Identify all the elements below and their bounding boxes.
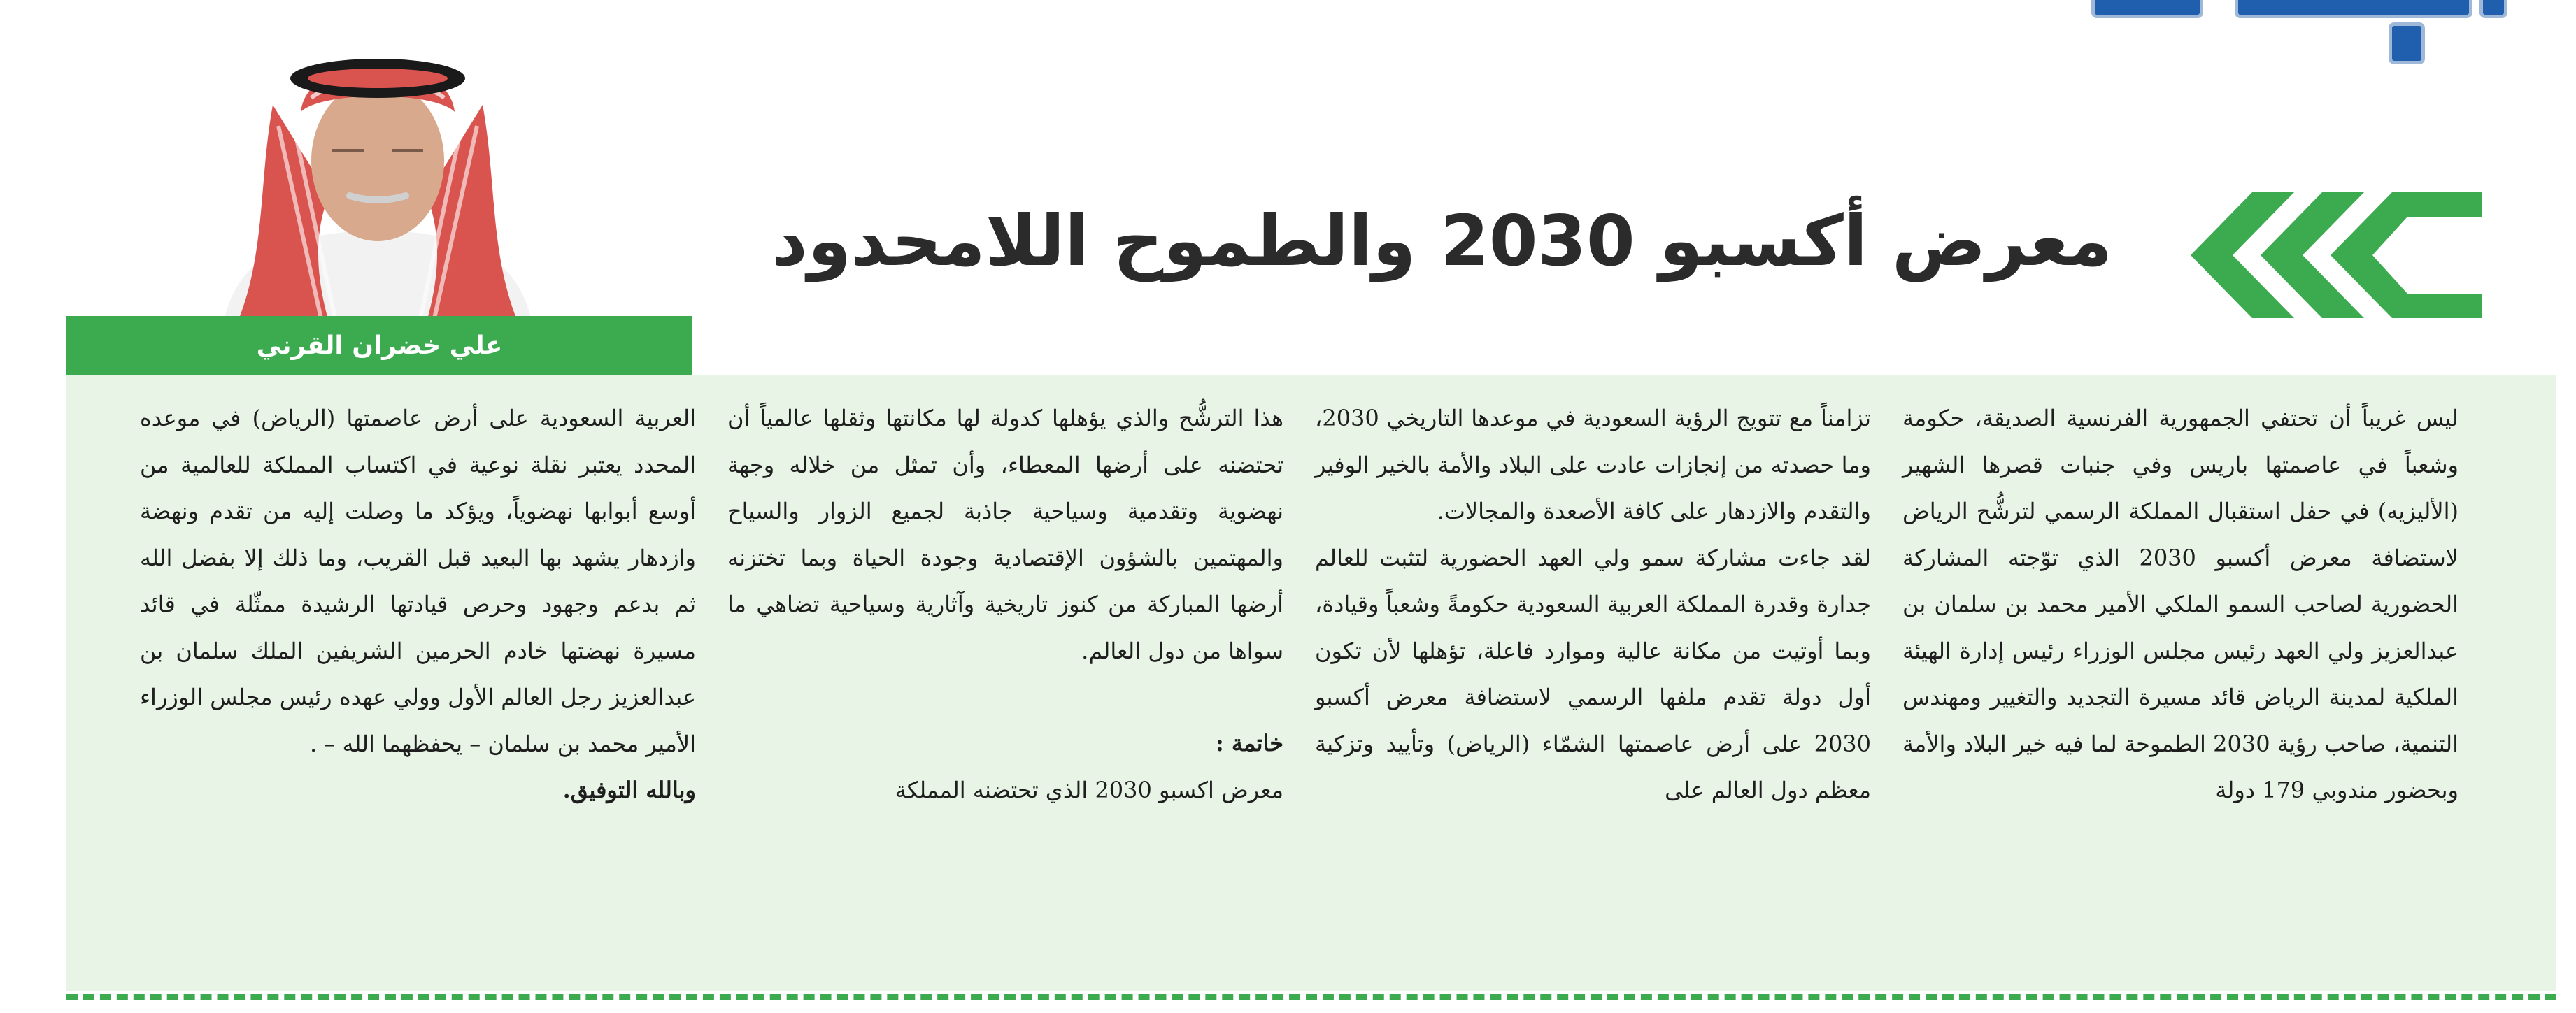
paragraph: تزامناً مع تتويج الرؤية السعودية في موعدها التاريخي 2030، وما حصدته من إنجازات عادت على البلاد والأمة بالخير الوفير والتقدم والازدهار على كافة الأصعدة والمجالات. [1315,405,1872,524]
paragraph: العربية السعودية على أرض عاصمتها (الرياض) في موعده المحدد يعتبر نقلة نوعية في اكتساب المملكة للعالمية من أوسع أبوابها نهضوياً، ويؤكد ما وصلت إليه من تقدم ونهضة وازدهار يشهد بها البعيد قبل القريب، وما ذلك إلا بفضل الله ثم بدعم وجهود وحرص قيادتها الرشيدة ممثّلة في قائد مسيرة نهضتها خادم الحرمين الشريفين الملك سلمان بن عبدالعزيز رجل العالم الأول وولي عهده رئيس مجلس الوزراء الأمير محمد بن سلمان – يحفظهما الله – . [140,405,696,757]
corner-tab [2479,0,2507,18]
paragraph-spacer [727,674,1283,720]
author-name: علي خضران القرني [256,331,503,360]
article-column-4 [140,395,696,814]
article-column-3 [727,395,1283,813]
paragraph: لقد جاءت مشاركة سمو ولي العهد الحضورية لتثبت للعالم جدارة وقدرة المملكة العربية السعودية حكومةً وشعباً وقيادة، وبما أوتيت من مكانة عالية وموارد فاعلة، تؤهلها لأن تكون أول دولة تقدم ملفها الرسمي لاستضافة معرض أكسبو 2030 على أرض عاصمتها الشمّاء (الرياض) وتأييد وتزكية معظم دول العالم على [1315,544,1872,803]
corner-tab [2091,0,2203,18]
closing-line: وبالله التوفيق. [562,777,696,803]
corner-tab [2235,0,2472,18]
dashed-divider [66,994,2556,1000]
paragraph: معرض اكسبو 2030 الذي تحتضنه المملكة [895,776,1283,803]
author-portrait [196,21,560,322]
article-headline: معرض أكسبو 2030 والطموح اللامحدود [771,200,2112,282]
paragraph: ليس غريباً أن تحتفي الجمهورية الفرنسية الصديقة، حكومة وشعباً في عاصمتها باريس وفي جنبات قصرها الشهير (الأليزيه) في حفل استقبال المملكة الرسمي لترشُّح الرياض لاستضافة معرض أكسبو 2030 الذي توّجته المشاركة الحضورية لصاحب السمو الملكي الأمير محمد بن سلمان بن عبدالعزيز ولي العهد رئيس مجلس الوزراء رئيس إدارة الهيئة الملكية لمدينة الرياض قائد مسيرة التجديد والتغيير ومهندس التنمية، صاحب رؤية 2030 الطموحة لما فيه خير البلاد والأمة وبحضور مندوبي 179 دولة [1902,405,2459,803]
triple-chevron-left-icon [2189,189,2483,322]
corner-square [2389,22,2425,64]
paragraph: هذا الترشُّح والذي يؤهلها كدولة لها مكانتها وثقلها عالمياً أن تحتضنه على أرضها المعطاء، وأن تمثل من خلاله وجهة نهضوية وتقدمية وسياحية جاذبة لجميع الزوار والسياح والمهتمين بالشؤون الإقتصادية وجودة الحياة وبما تختزنه أرضها المباركة من كنوز تاريخية وآثارية وسياحية تضاهي ما سواها من دول العالم. [727,405,1283,664]
section-heading: خاتمة : [1215,730,1283,756]
article-column-2 [1315,395,1871,814]
article-column-1 [1902,395,2458,814]
author-name-bar [66,316,692,375]
